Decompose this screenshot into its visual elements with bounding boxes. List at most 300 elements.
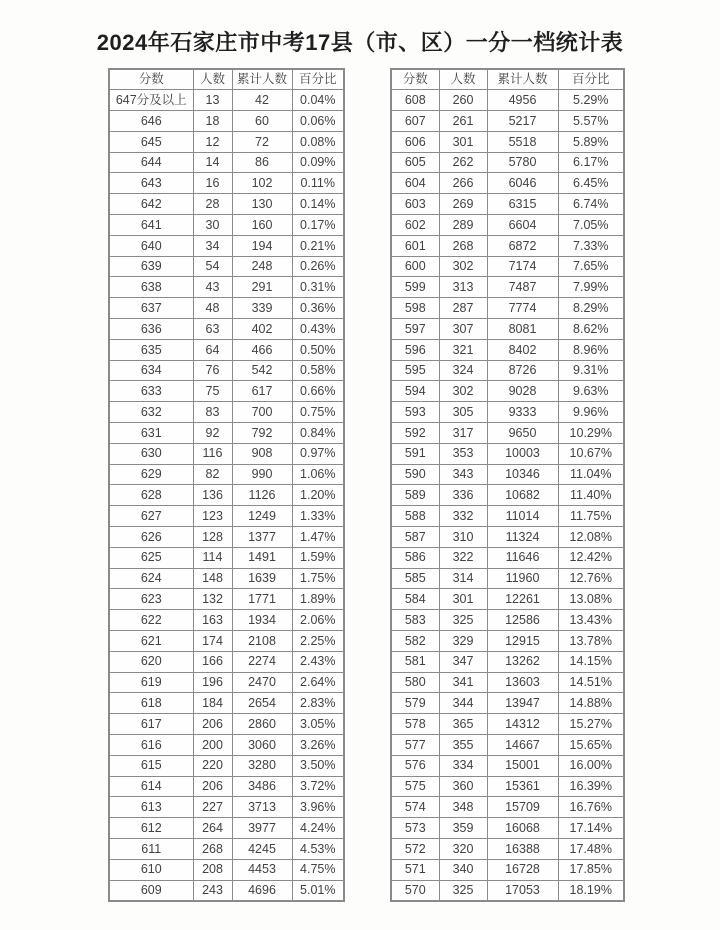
table-cell: 353 [439,443,487,464]
table-cell: 1126 [232,485,292,506]
table-cell: 12.42% [558,547,624,568]
table-row [109,859,344,880]
table-cell: 16.00% [558,755,624,776]
table-cell: 17053 [487,880,558,901]
table-cell: 8.96% [558,339,624,360]
table-cell: 11.40% [558,485,624,506]
table-cell: 347 [439,651,487,672]
table-cell: 360 [439,776,487,797]
table-cell: 602 [391,215,439,236]
tables-container [0,68,720,902]
table-cell: 646 [109,111,193,132]
table-cell: 609 [109,880,193,901]
table-cell: 628 [109,485,193,506]
table-cell: 34 [193,235,232,256]
table-cell: 0.06% [292,111,344,132]
table-row [109,360,344,381]
table-cell: 18.19% [558,880,624,901]
table-cell: 582 [391,631,439,652]
table-cell: 617 [232,381,292,402]
table-cell: 595 [391,360,439,381]
table-cell: 587 [391,527,439,548]
table-cell: 102 [232,173,292,194]
table-row [391,152,624,173]
table-cell: 10.67% [558,443,624,464]
table-cell: 1.47% [292,527,344,548]
table-cell: 268 [439,235,487,256]
table-cell: 625 [109,547,193,568]
table-cell: 86 [232,152,292,173]
table-cell: 10003 [487,443,558,464]
table-cell: 9.31% [558,360,624,381]
table-cell: 577 [391,735,439,756]
table-cell: 0.36% [292,298,344,319]
table-cell: 287 [439,298,487,319]
table-cell: 14 [193,152,232,173]
table-cell: 542 [232,360,292,381]
table-row [109,506,344,527]
table-row [109,90,344,111]
table-row [109,485,344,506]
table-row [391,256,624,277]
column-header-count: 人数 [439,69,487,90]
table-row [391,693,624,714]
score-table-right [390,68,625,902]
score-table-left [108,68,345,902]
column-header-cumulative-count: 累计人数 [487,69,558,90]
table-row [391,402,624,423]
table-cell: 10.29% [558,423,624,444]
table-cell: 2.83% [292,693,344,714]
table-cell: 0.14% [292,194,344,215]
table-row [391,776,624,797]
table-row [109,111,344,132]
table-cell: 320 [439,838,487,859]
table-cell: 14312 [487,714,558,735]
table-row [109,423,344,444]
header-row [391,69,624,90]
table-cell: 4245 [232,838,292,859]
table-row [391,443,624,464]
table-cell: 8402 [487,339,558,360]
table-cell: 590 [391,464,439,485]
table-cell: 329 [439,631,487,652]
table-cell: 645 [109,131,193,152]
table-cell: 15709 [487,797,558,818]
table-row [109,568,344,589]
table-body-right [391,90,624,901]
table-cell: 580 [391,672,439,693]
table-cell: 9650 [487,423,558,444]
table-row [391,651,624,672]
table-cell: 16.76% [558,797,624,818]
table-cell: 220 [193,755,232,776]
table-cell: 604 [391,173,439,194]
table-row [391,672,624,693]
table-cell: 14.15% [558,651,624,672]
table-cell: 28 [193,194,232,215]
table-cell: 0.58% [292,360,344,381]
table-cell: 208 [193,859,232,880]
table-cell: 608 [391,90,439,111]
table-row [109,527,344,548]
table-row [391,173,624,194]
table-cell: 269 [439,194,487,215]
table-cell: 0.50% [292,339,344,360]
table-cell: 1.20% [292,485,344,506]
table-cell: 248 [232,256,292,277]
table-cell: 7.65% [558,256,624,277]
table-row [109,880,344,901]
table-cell: 18 [193,111,232,132]
table-cell: 340 [439,859,487,880]
table-cell: 0.43% [292,319,344,340]
table-cell: 12.08% [558,527,624,548]
table-cell: 632 [109,402,193,423]
table-cell: 6046 [487,173,558,194]
table-cell: 2274 [232,651,292,672]
table-cell: 601 [391,235,439,256]
table-row [109,173,344,194]
table-cell: 606 [391,131,439,152]
table-cell: 15001 [487,755,558,776]
table-cell: 620 [109,651,193,672]
table-row [109,298,344,319]
table-cell: 615 [109,755,193,776]
table-cell: 160 [232,215,292,236]
table-cell: 0.09% [292,152,344,173]
table-cell: 11324 [487,527,558,548]
table-row [391,319,624,340]
table-cell: 792 [232,423,292,444]
table-row [391,859,624,880]
table-cell: 7774 [487,298,558,319]
table-row [109,381,344,402]
table-cell: 1.06% [292,464,344,485]
table-cell: 17.14% [558,818,624,839]
table-cell: 576 [391,755,439,776]
table-cell: 622 [109,610,193,631]
table-cell: 633 [109,381,193,402]
table-cell: 1377 [232,527,292,548]
table-cell: 5.89% [558,131,624,152]
table-cell: 591 [391,443,439,464]
table-cell: 114 [193,547,232,568]
table-cell: 572 [391,838,439,859]
table-cell: 6872 [487,235,558,256]
table-cell: 13947 [487,693,558,714]
table-cell: 3486 [232,776,292,797]
table-cell: 586 [391,547,439,568]
column-header-cumulative-count: 累计人数 [232,69,292,90]
table-cell: 6.74% [558,194,624,215]
table-row [391,111,624,132]
table-cell: 16 [193,173,232,194]
table-cell: 402 [232,319,292,340]
table-cell: 605 [391,152,439,173]
table-cell: 639 [109,256,193,277]
table-row [391,381,624,402]
table-cell: 5.29% [558,90,624,111]
table-cell: 1771 [232,589,292,610]
table-cell: 13603 [487,672,558,693]
table-cell: 3.05% [292,714,344,735]
table-row [109,443,344,464]
table-cell: 16728 [487,859,558,880]
table-row [391,131,624,152]
table-cell: 2.64% [292,672,344,693]
table-cell: 588 [391,506,439,527]
page-title: 2024年石家庄市中考17县（市、区）一分一档统计表 [96,30,624,55]
table-cell: 623 [109,589,193,610]
table-cell: 11960 [487,568,558,589]
table-row [391,735,624,756]
table-cell: 262 [439,152,487,173]
table-cell: 243 [193,880,232,901]
table-cell: 301 [439,131,487,152]
table-cell: 8081 [487,319,558,340]
table-row [109,319,344,340]
table-row [391,714,624,735]
table-cell: 0.31% [292,277,344,298]
table-cell: 317 [439,423,487,444]
table-cell: 365 [439,714,487,735]
table-cell: 6.17% [558,152,624,173]
table-cell: 336 [439,485,487,506]
table-cell: 594 [391,381,439,402]
table-cell: 13.43% [558,610,624,631]
table-cell: 607 [391,111,439,132]
table-cell: 571 [391,859,439,880]
table-cell: 132 [193,589,232,610]
table-row [391,360,624,381]
table-cell: 355 [439,735,487,756]
table-cell: 43 [193,277,232,298]
table-cell: 313 [439,277,487,298]
table-row [391,235,624,256]
table-cell: 10682 [487,485,558,506]
table-cell: 332 [439,506,487,527]
table-row [109,797,344,818]
table-cell: 9333 [487,402,558,423]
table-cell: 4453 [232,859,292,880]
table-cell: 8.29% [558,298,624,319]
table-cell: 11.04% [558,464,624,485]
table-cell: 2470 [232,672,292,693]
table-cell: 75 [193,381,232,402]
table-cell: 3060 [232,735,292,756]
table-cell: 314 [439,568,487,589]
table-cell: 3.96% [292,797,344,818]
table-cell: 634 [109,360,193,381]
table-row [109,402,344,423]
document-page [0,26,720,930]
table-row [109,194,344,215]
table-cell: 1.89% [292,589,344,610]
table-cell: 647分及以上 [109,90,193,111]
table-cell: 14.88% [558,693,624,714]
table-cell: 163 [193,610,232,631]
table-cell: 301 [439,589,487,610]
table-cell: 627 [109,506,193,527]
table-cell: 5780 [487,152,558,173]
table-cell: 341 [439,672,487,693]
table-cell: 7487 [487,277,558,298]
table-cell: 324 [439,360,487,381]
table-row [391,215,624,236]
table-cell: 581 [391,651,439,672]
table-cell: 619 [109,672,193,693]
table-cell: 72 [232,131,292,152]
table-cell: 4956 [487,90,558,111]
table-cell: 12915 [487,631,558,652]
table-cell: 268 [193,838,232,859]
table-cell: 0.17% [292,215,344,236]
table-cell: 643 [109,173,193,194]
table-cell: 76 [193,360,232,381]
table-cell: 200 [193,735,232,756]
table-cell: 570 [391,880,439,901]
table-cell: 584 [391,589,439,610]
table-row [391,838,624,859]
table-cell: 700 [232,402,292,423]
table-row [391,298,624,319]
table-header-left [109,69,344,90]
table-cell: 13.08% [558,589,624,610]
table-cell: 611 [109,838,193,859]
table-row [109,131,344,152]
table-row [109,152,344,173]
table-cell: 4696 [232,880,292,901]
table-cell: 325 [439,880,487,901]
table-row [391,464,624,485]
table-cell: 60 [232,111,292,132]
table-cell: 612 [109,818,193,839]
table-header-right [391,69,624,90]
table-cell: 13.78% [558,631,624,652]
table-row [109,693,344,714]
column-header-score: 分数 [391,69,439,90]
table-cell: 305 [439,402,487,423]
table-cell: 3.26% [292,735,344,756]
table-cell: 2.06% [292,610,344,631]
header-row [109,69,344,90]
table-cell: 82 [193,464,232,485]
table-cell: 10346 [487,464,558,485]
table-cell: 2654 [232,693,292,714]
table-cell: 321 [439,339,487,360]
table-cell: 574 [391,797,439,818]
table-row [109,339,344,360]
table-body-left [109,90,344,901]
table-cell: 1249 [232,506,292,527]
table-cell: 196 [193,672,232,693]
table-cell: 16388 [487,838,558,859]
table-row [109,547,344,568]
table-cell: 0.08% [292,131,344,152]
table-cell: 322 [439,547,487,568]
table-cell: 3.50% [292,755,344,776]
table-row [109,776,344,797]
table-row [391,568,624,589]
table-cell: 343 [439,464,487,485]
table-cell: 266 [439,173,487,194]
table-cell: 7174 [487,256,558,277]
table-cell: 585 [391,568,439,589]
table-cell: 289 [439,215,487,236]
table-cell: 618 [109,693,193,714]
table-cell: 123 [193,506,232,527]
table-cell: 0.84% [292,423,344,444]
table-row [391,423,624,444]
table-cell: 302 [439,381,487,402]
table-cell: 6.45% [558,173,624,194]
table-cell: 6315 [487,194,558,215]
table-row [109,215,344,236]
table-cell: 194 [232,235,292,256]
table-cell: 635 [109,339,193,360]
table-cell: 596 [391,339,439,360]
table-cell: 579 [391,693,439,714]
table-cell: 92 [193,423,232,444]
table-row [109,672,344,693]
table-cell: 4.53% [292,838,344,859]
table-cell: 11014 [487,506,558,527]
table-cell: 339 [232,298,292,319]
table-cell: 0.66% [292,381,344,402]
table-cell: 8.62% [558,319,624,340]
table-cell: 1.59% [292,547,344,568]
table-cell: 4.75% [292,859,344,880]
table-cell: 48 [193,298,232,319]
table-cell: 2.43% [292,651,344,672]
table-cell: 12.76% [558,568,624,589]
table-cell: 593 [391,402,439,423]
column-header-percentage: 百分比 [292,69,344,90]
table-cell: 636 [109,319,193,340]
table-cell: 15361 [487,776,558,797]
table-cell: 600 [391,256,439,277]
table-cell: 359 [439,818,487,839]
table-cell: 83 [193,402,232,423]
table-cell: 624 [109,568,193,589]
table-cell: 613 [109,797,193,818]
table-cell: 16.39% [558,776,624,797]
table-cell: 344 [439,693,487,714]
table-row [391,527,624,548]
column-header-score: 分数 [109,69,193,90]
table-cell: 7.05% [558,215,624,236]
table-cell: 16068 [487,818,558,839]
table-cell: 599 [391,277,439,298]
table-cell: 307 [439,319,487,340]
table-row [391,631,624,652]
table-cell: 2.25% [292,631,344,652]
table-cell: 63 [193,319,232,340]
table-row [391,277,624,298]
table-row [391,589,624,610]
table-cell: 641 [109,215,193,236]
table-cell: 291 [232,277,292,298]
table-cell: 15.27% [558,714,624,735]
table-cell: 334 [439,755,487,776]
table-cell: 17.85% [558,859,624,880]
table-cell: 4.24% [292,818,344,839]
table-cell: 1.75% [292,568,344,589]
table-cell: 30 [193,215,232,236]
table-cell: 603 [391,194,439,215]
table-cell: 184 [193,693,232,714]
